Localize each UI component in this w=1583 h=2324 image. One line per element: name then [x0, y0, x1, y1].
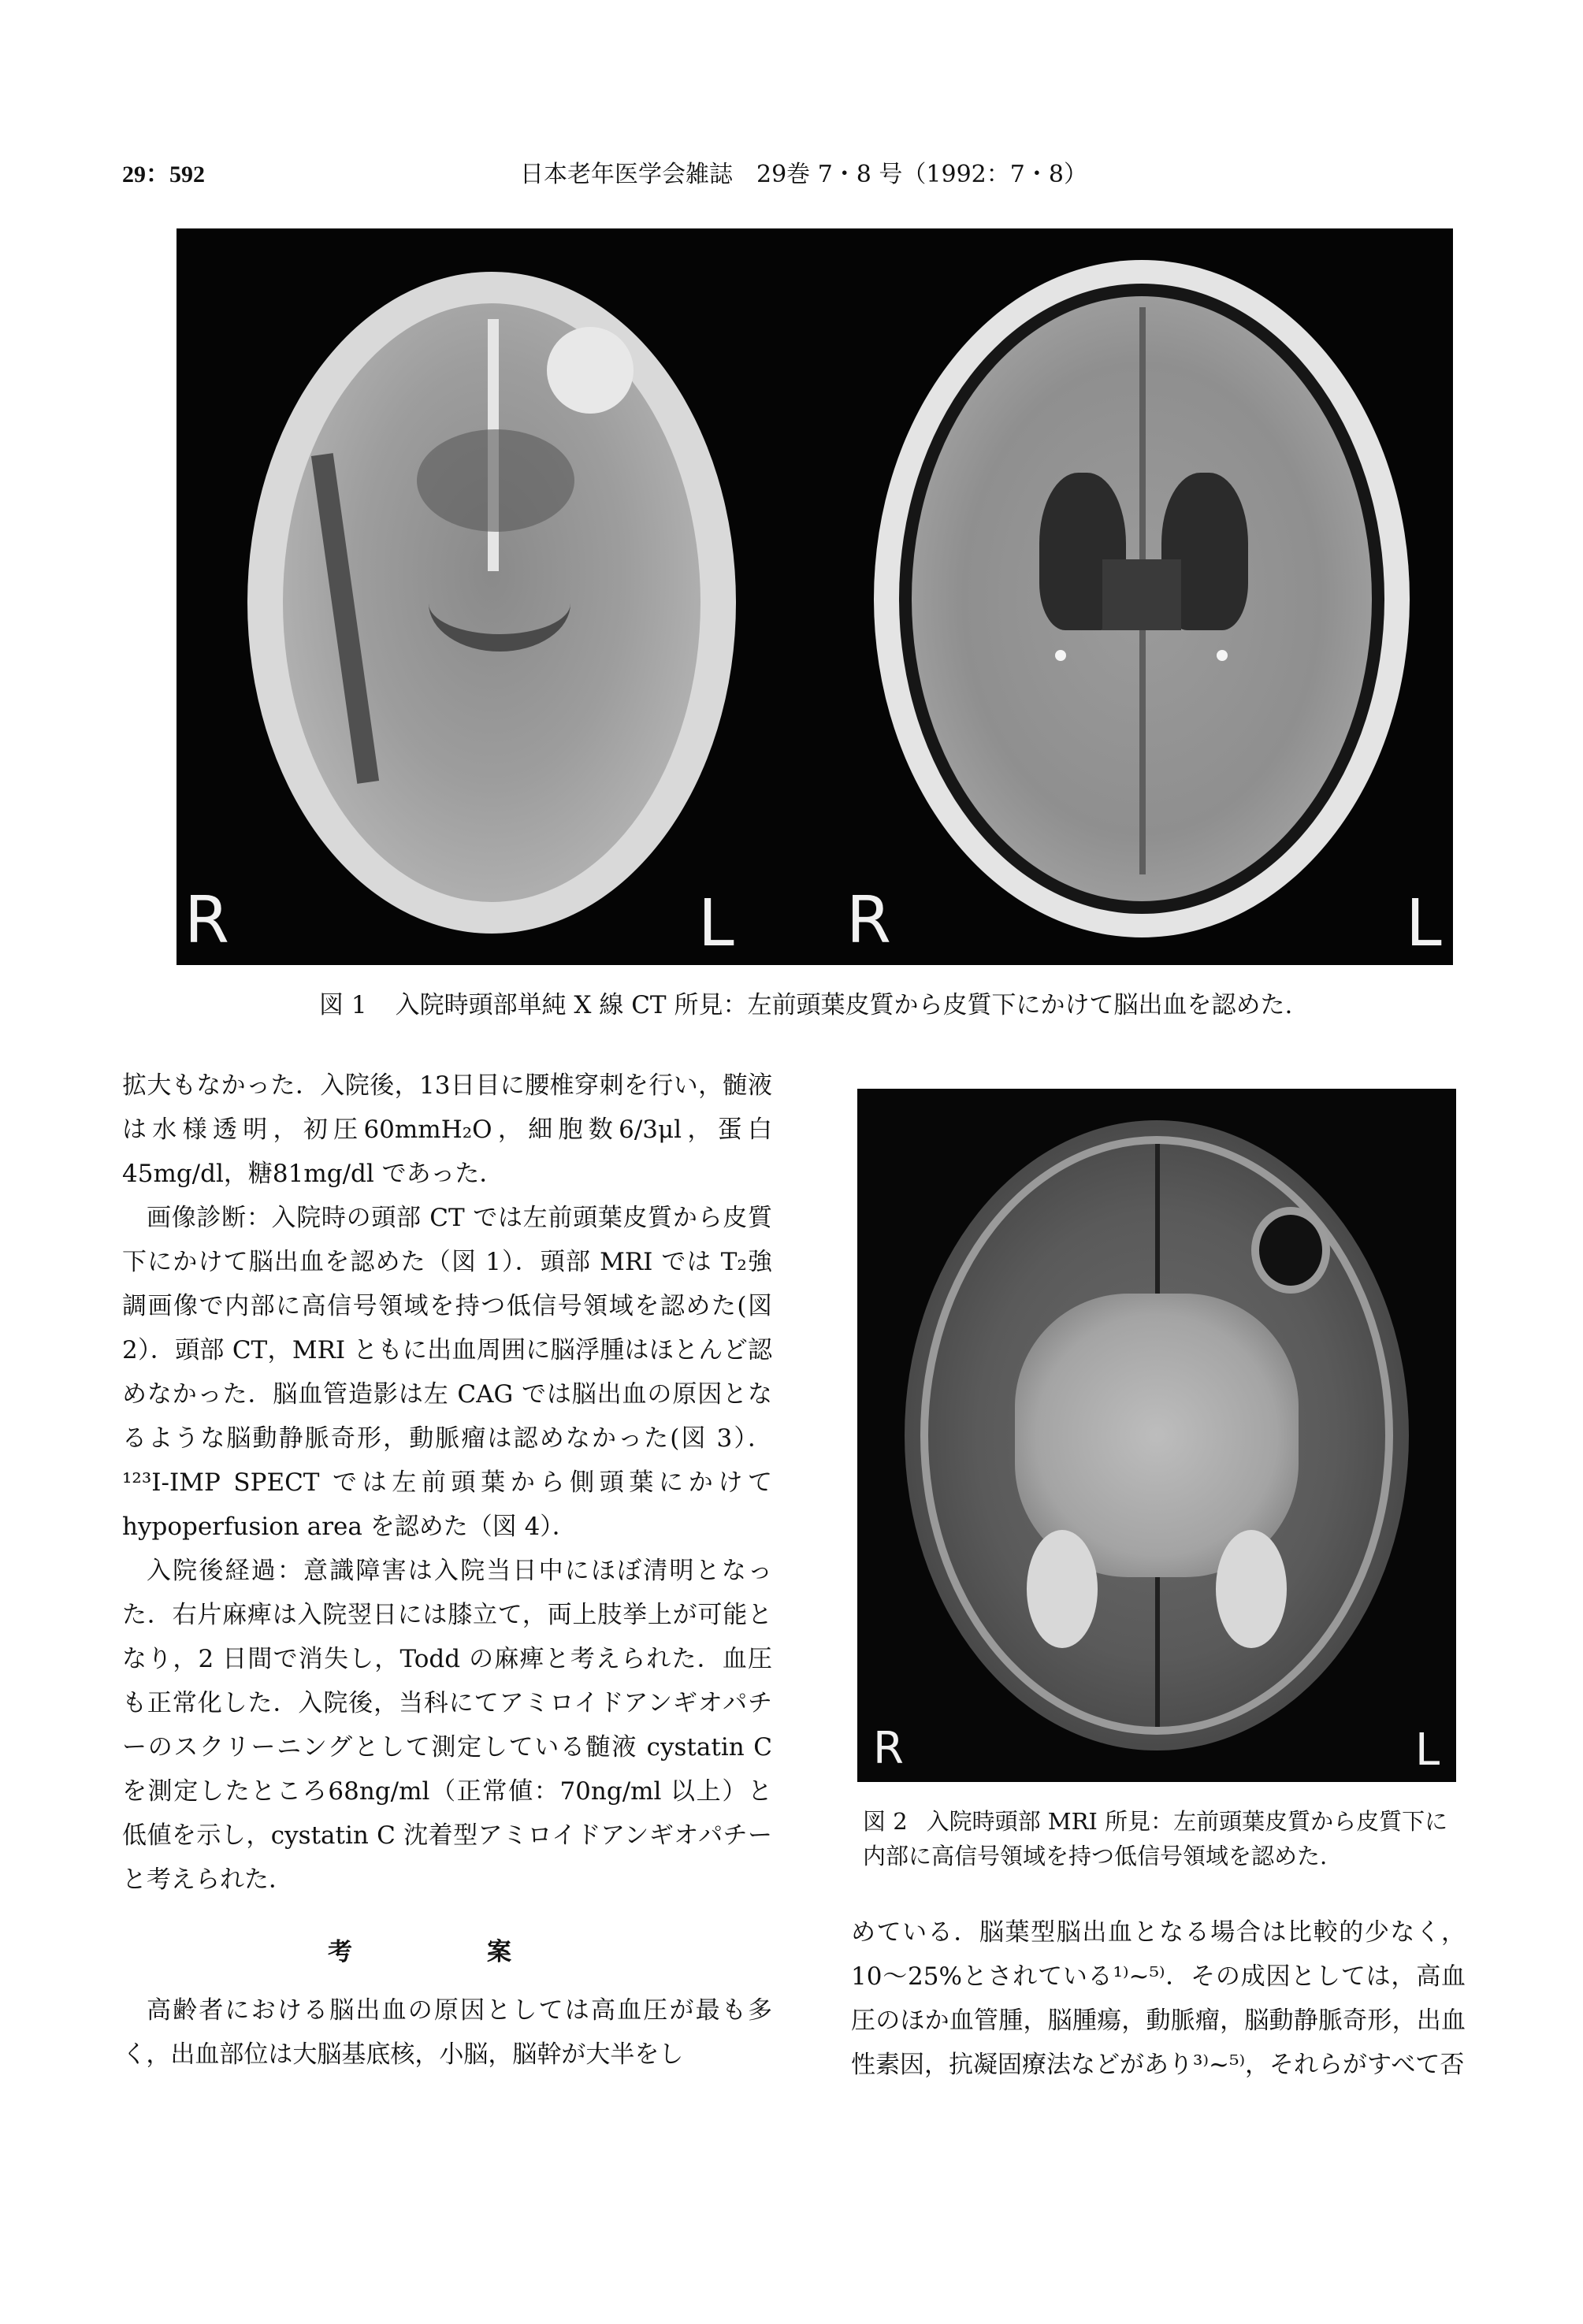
ct-label-right-1: R: [184, 883, 229, 958]
journal-title: 日本老年医学会雑誌 29巻 7・8 号（1992：7・8）: [520, 161, 1087, 188]
mri-label-left: L: [1415, 1724, 1440, 1776]
right-column: [851, 1910, 1466, 2087]
ct-label-left-2: L: [1406, 886, 1442, 961]
page-header: [0, 154, 1583, 194]
paragraph: 拡大もなかった．入院後，13日目に腰椎穿刺を行い，髄液は水様透明，初圧60mmH₂O，細胞数6/3μl，蛋白45mg/dl，糖81mg/dl であった．: [122, 1071, 772, 1188]
figure-1-caption-text: 入院時頭部単純 X 線 CT 所見：左前頭葉皮質から皮質下にかけて脳出血を認めた.: [395, 991, 1293, 1019]
paragraph: 画像診断：入院時の頭部 CT では左前頭葉皮質から皮質下にかけて脳出血を認めた（図 1）．頭部 MRI では T₂強調画像で内部に高信号領域を持つ低信号領域を認めた(図 2）．頭部 CT，MRI ともに出血周囲に脳浮腫はほとんど認めなかった．脳血管造影は左 CAG では脳出血の原因となるような脳動静脈奇形，動脈瘤は認めなかった(図 3）．¹²³I-IMP SPECT では左前頭葉から側頭葉にかけて hypoperfusion area を認めた（図 4）．: [122, 1204, 772, 1541]
ct-label-right-2: R: [846, 883, 891, 958]
ct-scan-left: [216, 272, 767, 941]
ct-scan-right: [858, 260, 1425, 953]
figure-2-caption: [863, 1804, 1462, 1873]
figure-1-caption: [319, 985, 1292, 1020]
section-heading: 考 案: [328, 1938, 567, 1966]
paragraph: めている．脳葉型脳出血となる場合は比較的少なく，10～25%とされている¹⁾~⁵⁾．その成因としては，高血圧のほか血管腫，脳腫瘍，動脈瘤，脳動静脈奇形，出血性素因，抗凝固療法などがあり³⁾~⁵⁾，それらがすべて否: [851, 1918, 1466, 2079]
figure-2-caption-number: 図 2: [863, 1808, 908, 1835]
figure-2-caption-text: 入院時頭部 MRI 所見：左前頭葉皮質から皮質下に内部に高信号領域を持つ低信号領域を認めた.: [863, 1808, 1448, 1869]
ct-label-left-1: L: [698, 886, 734, 961]
paragraph: 入院後経過：意識障害は入院当日中にほぼ清明となった．右片麻痺は入院翌日には膝立て，両上肢挙上が可能となり，2 日間で消失し，Todd の麻痺と考えられた．血圧も正常化した．入院後，当科にてアミロイドアンギオパチーのスクリーニングとして測定している髄液 cystatin C を測定したところ68ng/ml（正常値：70ng/ml 以上）と低値を示し，cystatin C 沈着型アミロイドアンギオパチーと考えられた．: [122, 1557, 772, 1894]
figure-1-caption-number: 図 1: [319, 991, 367, 1019]
mri-label-right: R: [873, 1723, 904, 1774]
left-column: [122, 1064, 772, 2077]
page-number: 29：592: [122, 161, 205, 187]
figure-2-mri-image: [857, 1089, 1456, 1782]
paragraph: 高齢者における脳出血の原因としては高血圧が最も多く，出血部位は大脳基底核，小脳，脳幹が大半をし: [122, 1996, 772, 2069]
figure-1-ct-images: [177, 228, 1453, 965]
